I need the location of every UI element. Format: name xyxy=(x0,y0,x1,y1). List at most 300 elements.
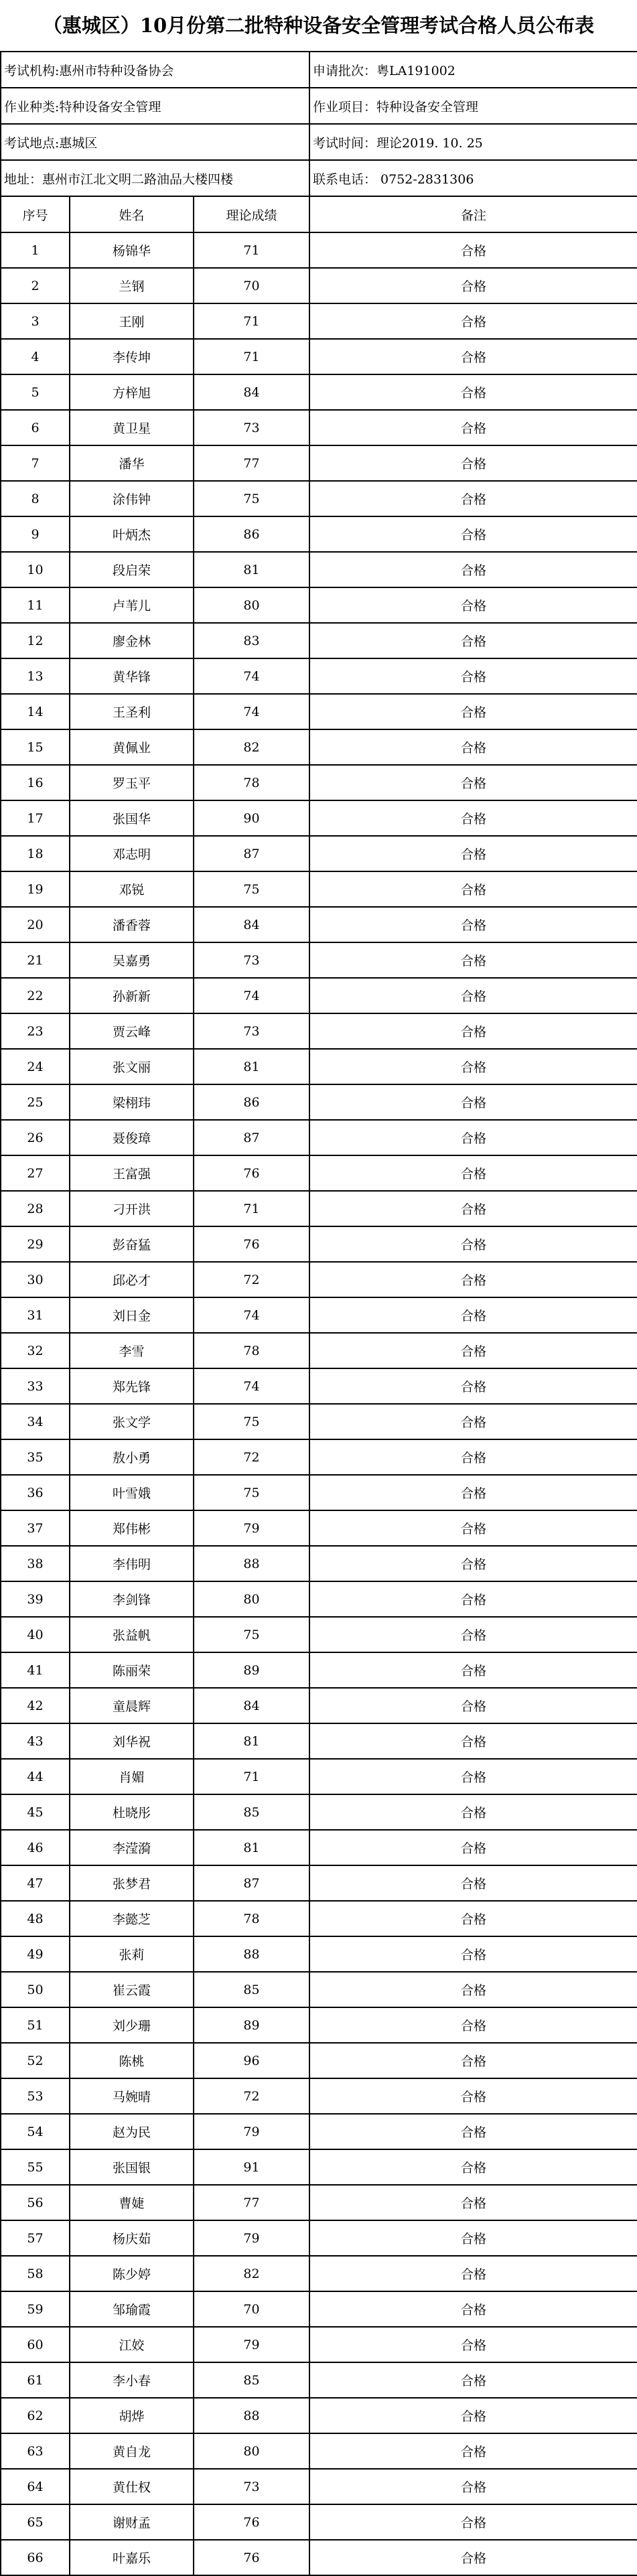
row-remark: 合格 xyxy=(309,1581,637,1617)
row-remark: 合格 xyxy=(309,2185,637,2220)
row-remark: 合格 xyxy=(309,1830,637,1865)
row-index: 58 xyxy=(1,2256,70,2291)
row-name: 陈桃 xyxy=(70,2043,194,2078)
row-index: 35 xyxy=(1,1439,70,1475)
row-remark: 合格 xyxy=(309,587,637,623)
row-score: 72 xyxy=(194,2078,309,2114)
row-score: 78 xyxy=(194,1901,309,1936)
row-remark: 合格 xyxy=(309,1936,637,1972)
row-score: 71 xyxy=(194,1191,309,1226)
row-index: 36 xyxy=(1,1475,70,1510)
row-name: 潘华 xyxy=(70,445,194,481)
row-remark: 合格 xyxy=(309,1297,637,1333)
row-remark: 合格 xyxy=(309,1191,637,1226)
row-score: 74 xyxy=(194,694,309,729)
row-remark: 合格 xyxy=(309,1688,637,1723)
table-row xyxy=(1,1581,637,1617)
table-row xyxy=(1,2504,637,2540)
row-index: 57 xyxy=(1,2220,70,2256)
row-remark: 合格 xyxy=(309,2433,637,2469)
info-row xyxy=(1,88,637,124)
exam-org: 考试机构:惠州市特种设备协会 xyxy=(1,52,309,88)
row-score: 79 xyxy=(194,1510,309,1546)
row-score: 76 xyxy=(194,1226,309,1262)
row-score: 70 xyxy=(194,2291,309,2327)
table-row xyxy=(1,1652,637,1688)
table-row xyxy=(1,1155,637,1191)
row-index: 24 xyxy=(1,1049,70,1084)
row-name: 邱必才 xyxy=(70,1262,194,1297)
row-name: 叶嘉乐 xyxy=(70,2540,194,2575)
table-row xyxy=(1,2362,637,2398)
row-remark: 合格 xyxy=(309,1368,637,1404)
row-name: 杨锦华 xyxy=(70,232,194,268)
row-remark: 合格 xyxy=(309,232,637,268)
row-remark: 合格 xyxy=(309,410,637,445)
row-name: 罗玉平 xyxy=(70,765,194,800)
table-row xyxy=(1,1333,637,1368)
row-remark: 合格 xyxy=(309,1155,637,1191)
row-score: 76 xyxy=(194,1155,309,1191)
row-index: 63 xyxy=(1,2433,70,2469)
table-row xyxy=(1,978,637,1013)
row-index: 38 xyxy=(1,1546,70,1581)
row-index: 56 xyxy=(1,2185,70,2220)
row-name: 廖金林 xyxy=(70,623,194,658)
row-score: 84 xyxy=(194,907,309,942)
row-name: 卢苇儿 xyxy=(70,587,194,623)
row-name: 曹婕 xyxy=(70,2185,194,2220)
row-index: 26 xyxy=(1,1120,70,1155)
table-row xyxy=(1,1688,637,1723)
row-name: 刘少珊 xyxy=(70,2007,194,2043)
row-remark: 合格 xyxy=(309,1120,637,1155)
row-remark: 合格 xyxy=(309,623,637,658)
row-name: 叶炳杰 xyxy=(70,516,194,552)
table-row xyxy=(1,2256,637,2291)
row-index: 64 xyxy=(1,2469,70,2504)
row-remark: 合格 xyxy=(309,694,637,729)
row-remark: 合格 xyxy=(309,2114,637,2149)
contact-phone: 联系电话： 0752-2831306 xyxy=(309,160,637,196)
table-row xyxy=(1,1191,637,1226)
row-index: 34 xyxy=(1,1404,70,1439)
row-score: 79 xyxy=(194,2220,309,2256)
row-score: 84 xyxy=(194,1688,309,1723)
work-type: 作业种类:特种设备安全管理 xyxy=(1,88,309,124)
row-index: 29 xyxy=(1,1226,70,1262)
table-row xyxy=(1,907,637,942)
table-row xyxy=(1,587,637,623)
row-remark: 合格 xyxy=(309,765,637,800)
table-row xyxy=(1,303,637,339)
row-index: 14 xyxy=(1,694,70,729)
row-remark: 合格 xyxy=(309,516,637,552)
row-index: 61 xyxy=(1,2362,70,2398)
row-name: 郑先锋 xyxy=(70,1368,194,1404)
table-row xyxy=(1,2149,637,2185)
row-remark: 合格 xyxy=(309,2327,637,2362)
work-project: 作业项目：特种设备安全管理 xyxy=(309,88,637,124)
table-row xyxy=(1,410,637,445)
row-name: 胡烨 xyxy=(70,2398,194,2433)
row-remark: 合格 xyxy=(309,1546,637,1581)
row-index: 43 xyxy=(1,1723,70,1759)
table-row xyxy=(1,1794,637,1830)
row-name: 张文丽 xyxy=(70,1049,194,1084)
table-row xyxy=(1,1049,637,1084)
row-score: 87 xyxy=(194,1865,309,1901)
row-index: 19 xyxy=(1,871,70,907)
table-row xyxy=(1,2291,637,2327)
row-score: 85 xyxy=(194,1794,309,1830)
row-score: 78 xyxy=(194,1333,309,1368)
row-score: 75 xyxy=(194,481,309,516)
row-index: 49 xyxy=(1,1936,70,1972)
table-row xyxy=(1,800,637,836)
row-remark: 合格 xyxy=(309,2220,637,2256)
row-score: 75 xyxy=(194,1404,309,1439)
row-score: 70 xyxy=(194,268,309,303)
row-index: 45 xyxy=(1,1794,70,1830)
row-index: 9 xyxy=(1,516,70,552)
row-score: 85 xyxy=(194,1972,309,2007)
row-name: 黄仕权 xyxy=(70,2469,194,2504)
row-score: 81 xyxy=(194,1049,309,1084)
row-score: 71 xyxy=(194,339,309,374)
table-row xyxy=(1,2185,637,2220)
table-row xyxy=(1,942,637,978)
row-score: 80 xyxy=(194,2433,309,2469)
row-score: 88 xyxy=(194,2398,309,2433)
row-score: 84 xyxy=(194,374,309,410)
row-index: 8 xyxy=(1,481,70,516)
row-name: 陈少婷 xyxy=(70,2256,194,2291)
row-index: 62 xyxy=(1,2398,70,2433)
row-remark: 合格 xyxy=(309,1759,637,1794)
row-name: 江姣 xyxy=(70,2327,194,2362)
row-name: 段启荣 xyxy=(70,552,194,587)
row-score: 88 xyxy=(194,1936,309,1972)
row-index: 39 xyxy=(1,1581,70,1617)
table-row xyxy=(1,729,637,765)
info-row xyxy=(1,160,637,196)
row-remark: 合格 xyxy=(309,871,637,907)
row-index: 3 xyxy=(1,303,70,339)
table-row xyxy=(1,2469,637,2504)
row-index: 32 xyxy=(1,1333,70,1368)
row-score: 78 xyxy=(194,765,309,800)
row-index: 53 xyxy=(1,2078,70,2114)
row-name: 李伟明 xyxy=(70,1546,194,1581)
row-score: 81 xyxy=(194,1830,309,1865)
row-name: 李滢漪 xyxy=(70,1830,194,1865)
row-score: 86 xyxy=(194,516,309,552)
row-index: 37 xyxy=(1,1510,70,1546)
row-name: 张莉 xyxy=(70,1936,194,1972)
row-name: 李小春 xyxy=(70,2362,194,2398)
row-name: 梁栩玮 xyxy=(70,1084,194,1120)
row-remark: 合格 xyxy=(309,2078,637,2114)
row-remark: 合格 xyxy=(309,1723,637,1759)
row-score: 86 xyxy=(194,1084,309,1120)
table-row xyxy=(1,1297,637,1333)
row-score: 77 xyxy=(194,445,309,481)
row-score: 73 xyxy=(194,410,309,445)
table-row xyxy=(1,1226,637,1262)
row-score: 79 xyxy=(194,2114,309,2149)
row-index: 40 xyxy=(1,1617,70,1652)
header-remark: 备注 xyxy=(309,196,637,232)
table-row xyxy=(1,2540,637,2575)
row-remark: 合格 xyxy=(309,374,637,410)
row-score: 91 xyxy=(194,2149,309,2185)
row-name: 兰钢 xyxy=(70,268,194,303)
row-name: 彭奋猛 xyxy=(70,1226,194,1262)
row-index: 48 xyxy=(1,1901,70,1936)
table-row xyxy=(1,1723,637,1759)
header-name: 姓名 xyxy=(70,196,194,232)
row-index: 54 xyxy=(1,2114,70,2149)
row-name: 马婉晴 xyxy=(70,2078,194,2114)
row-remark: 合格 xyxy=(309,1404,637,1439)
table-row xyxy=(1,2398,637,2433)
row-index: 22 xyxy=(1,978,70,1013)
row-score: 74 xyxy=(194,658,309,694)
row-score: 81 xyxy=(194,552,309,587)
row-name: 黄佩业 xyxy=(70,729,194,765)
info-row xyxy=(1,124,637,160)
row-name: 李剑锋 xyxy=(70,1581,194,1617)
row-index: 20 xyxy=(1,907,70,942)
row-index: 2 xyxy=(1,268,70,303)
row-name: 邓锐 xyxy=(70,871,194,907)
row-remark: 合格 xyxy=(309,1333,637,1368)
row-name: 方梓旭 xyxy=(70,374,194,410)
row-index: 7 xyxy=(1,445,70,481)
row-remark: 合格 xyxy=(309,2540,637,2575)
row-name: 郑伟彬 xyxy=(70,1510,194,1546)
row-remark: 合格 xyxy=(309,942,637,978)
row-name: 张梦君 xyxy=(70,1865,194,1901)
page-title: （惠城区）10月份第二批特种设备安全管理考试合格人员公布表 xyxy=(42,14,595,37)
row-name: 肖媚 xyxy=(70,1759,194,1794)
row-name: 贾云峰 xyxy=(70,1013,194,1049)
row-index: 47 xyxy=(1,1865,70,1901)
row-remark: 合格 xyxy=(309,1475,637,1510)
row-index: 4 xyxy=(1,339,70,374)
table-row xyxy=(1,1972,637,2007)
row-name: 潘香蓉 xyxy=(70,907,194,942)
row-score: 87 xyxy=(194,836,309,871)
row-remark: 合格 xyxy=(309,907,637,942)
row-remark: 合格 xyxy=(309,2043,637,2078)
header-index: 序号 xyxy=(1,196,70,232)
exam-time: 考试时间：理论2019. 10. 25 xyxy=(309,124,637,160)
row-index: 18 xyxy=(1,836,70,871)
row-index: 30 xyxy=(1,1262,70,1297)
info-row xyxy=(1,52,637,88)
row-index: 21 xyxy=(1,942,70,978)
row-name: 赵为民 xyxy=(70,2114,194,2149)
row-score: 79 xyxy=(194,2327,309,2362)
row-remark: 合格 xyxy=(309,1617,637,1652)
row-name: 张国华 xyxy=(70,800,194,836)
row-name: 李雪 xyxy=(70,1333,194,1368)
row-remark: 合格 xyxy=(309,2007,637,2043)
row-score: 82 xyxy=(194,2256,309,2291)
row-name: 谢财孟 xyxy=(70,2504,194,2540)
row-remark: 合格 xyxy=(309,1013,637,1049)
row-score: 88 xyxy=(194,1546,309,1581)
row-remark: 合格 xyxy=(309,1439,637,1475)
row-score: 76 xyxy=(194,2540,309,2575)
table-row xyxy=(1,1262,637,1297)
table-row xyxy=(1,1617,637,1652)
row-index: 13 xyxy=(1,658,70,694)
row-index: 1 xyxy=(1,232,70,268)
row-name: 王富强 xyxy=(70,1155,194,1191)
row-remark: 合格 xyxy=(309,1262,637,1297)
row-name: 聂俊璋 xyxy=(70,1120,194,1155)
row-remark: 合格 xyxy=(309,268,637,303)
row-index: 46 xyxy=(1,1830,70,1865)
application-batch: 申请批次：粤LA191002 xyxy=(309,52,637,88)
row-score: 85 xyxy=(194,2362,309,2398)
row-remark: 合格 xyxy=(309,2504,637,2540)
row-score: 73 xyxy=(194,2469,309,2504)
table-row xyxy=(1,871,637,907)
row-index: 6 xyxy=(1,410,70,445)
table-row xyxy=(1,268,637,303)
table-row xyxy=(1,374,637,410)
row-index: 52 xyxy=(1,2043,70,2078)
row-name: 杜晓彤 xyxy=(70,1794,194,1830)
table-row xyxy=(1,1936,637,1972)
row-index: 28 xyxy=(1,1191,70,1226)
row-name: 李懿芝 xyxy=(70,1901,194,1936)
row-name: 王圣利 xyxy=(70,694,194,729)
row-index: 27 xyxy=(1,1155,70,1191)
table-row xyxy=(1,1368,637,1404)
row-index: 15 xyxy=(1,729,70,765)
row-score: 71 xyxy=(194,1759,309,1794)
row-score: 72 xyxy=(194,1439,309,1475)
row-score: 72 xyxy=(194,1262,309,1297)
row-name: 张益帆 xyxy=(70,1617,194,1652)
row-name: 敖小勇 xyxy=(70,1439,194,1475)
row-score: 82 xyxy=(194,729,309,765)
row-name: 刁开洪 xyxy=(70,1191,194,1226)
row-name: 刘日金 xyxy=(70,1297,194,1333)
row-score: 96 xyxy=(194,2043,309,2078)
row-index: 12 xyxy=(1,623,70,658)
table-row xyxy=(1,2043,637,2078)
row-index: 42 xyxy=(1,1688,70,1723)
row-index: 23 xyxy=(1,1013,70,1049)
row-remark: 合格 xyxy=(309,2291,637,2327)
row-score: 75 xyxy=(194,871,309,907)
row-name: 涂伟钟 xyxy=(70,481,194,516)
row-score: 71 xyxy=(194,303,309,339)
row-index: 65 xyxy=(1,2504,70,2540)
row-name: 陈丽荣 xyxy=(70,1652,194,1688)
row-index: 51 xyxy=(1,2007,70,2043)
row-index: 55 xyxy=(1,2149,70,2185)
table-row xyxy=(1,765,637,800)
row-remark: 合格 xyxy=(309,2469,637,2504)
row-remark: 合格 xyxy=(309,1794,637,1830)
row-score: 76 xyxy=(194,2504,309,2540)
table-header xyxy=(1,196,637,232)
exam-site: 考试地点:惠城区 xyxy=(1,124,309,160)
row-name: 刘华祝 xyxy=(70,1723,194,1759)
row-remark: 合格 xyxy=(309,1865,637,1901)
table-row xyxy=(1,445,637,481)
table-row xyxy=(1,339,637,374)
row-index: 60 xyxy=(1,2327,70,2362)
header-score: 理论成绩 xyxy=(194,196,309,232)
row-name: 王刚 xyxy=(70,303,194,339)
table-row xyxy=(1,232,637,268)
table-row xyxy=(1,2220,637,2256)
row-name: 李传坤 xyxy=(70,339,194,374)
table-row xyxy=(1,552,637,587)
table-row xyxy=(1,1759,637,1794)
row-score: 80 xyxy=(194,587,309,623)
row-remark: 合格 xyxy=(309,481,637,516)
row-remark: 合格 xyxy=(309,1972,637,2007)
row-name: 邓志明 xyxy=(70,836,194,871)
row-name: 黄华锋 xyxy=(70,658,194,694)
row-name: 张国银 xyxy=(70,2149,194,2185)
row-name: 邹瑜霞 xyxy=(70,2291,194,2327)
row-index: 33 xyxy=(1,1368,70,1404)
row-remark: 合格 xyxy=(309,1652,637,1688)
row-score: 75 xyxy=(194,1617,309,1652)
row-score: 73 xyxy=(194,1013,309,1049)
row-score: 77 xyxy=(194,2185,309,2220)
row-name: 孙新新 xyxy=(70,978,194,1013)
table-row xyxy=(1,1439,637,1475)
row-score: 87 xyxy=(194,1120,309,1155)
table-row xyxy=(1,516,637,552)
table-row xyxy=(1,1120,637,1155)
address: 地址：惠州市江北文明二路油品大楼四楼 xyxy=(1,160,309,196)
row-name: 吴嘉勇 xyxy=(70,942,194,978)
row-remark: 合格 xyxy=(309,2362,637,2398)
row-remark: 合格 xyxy=(309,800,637,836)
row-score: 90 xyxy=(194,800,309,836)
table-row xyxy=(1,1404,637,1439)
row-index: 16 xyxy=(1,765,70,800)
table-row xyxy=(1,836,637,871)
table-row xyxy=(1,1013,637,1049)
row-index: 66 xyxy=(1,2540,70,2575)
table-row xyxy=(1,1865,637,1901)
table-row xyxy=(1,623,637,658)
table-row xyxy=(1,2078,637,2114)
table-row xyxy=(1,1901,637,1936)
table-row xyxy=(1,1830,637,1865)
row-index: 59 xyxy=(1,2291,70,2327)
row-remark: 合格 xyxy=(309,1049,637,1084)
results-table xyxy=(0,51,637,2576)
row-score: 80 xyxy=(194,1581,309,1617)
row-name: 黄自龙 xyxy=(70,2433,194,2469)
row-score: 74 xyxy=(194,1368,309,1404)
row-remark: 合格 xyxy=(309,2149,637,2185)
